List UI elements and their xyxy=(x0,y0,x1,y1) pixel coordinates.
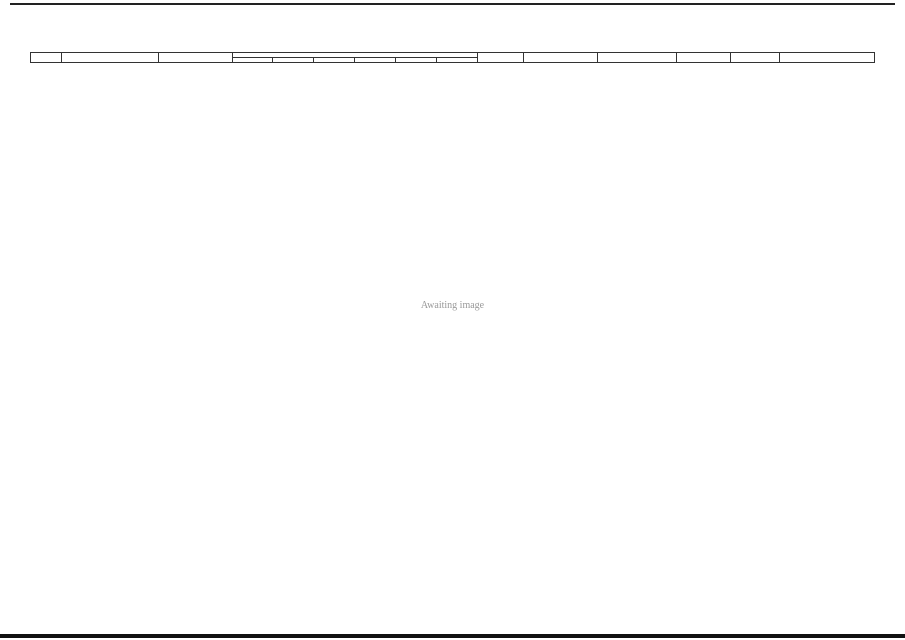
header-estimate xyxy=(730,53,779,63)
header-year xyxy=(273,58,314,63)
program-table-sheet xyxy=(30,52,875,600)
header-year xyxy=(232,58,273,63)
header-administrator xyxy=(524,53,598,63)
header-capacity xyxy=(677,53,730,63)
header-year xyxy=(437,58,478,63)
header-year xyxy=(396,58,437,63)
bottom-rule xyxy=(0,634,905,638)
header-sources xyxy=(158,53,232,63)
table-header xyxy=(31,53,875,63)
header-year xyxy=(314,58,355,63)
placeholder-note: Awaiting image xyxy=(420,300,485,311)
header-indicator xyxy=(779,53,874,63)
header-year xyxy=(355,58,396,63)
financing-table xyxy=(30,52,875,63)
header-num xyxy=(31,53,62,63)
header-total xyxy=(477,53,523,63)
top-rule xyxy=(10,3,895,5)
header-name xyxy=(61,53,158,63)
header-participants xyxy=(597,53,677,63)
